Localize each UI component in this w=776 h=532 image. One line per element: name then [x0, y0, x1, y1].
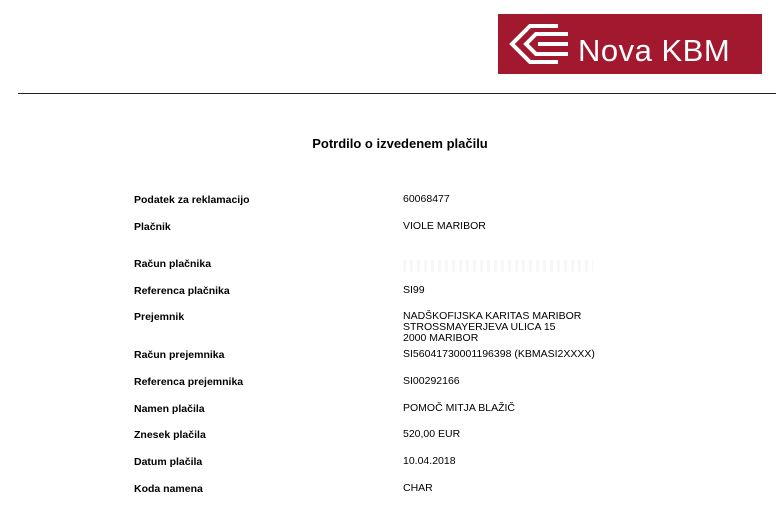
field-label: Račun prejemnika [134, 349, 225, 361]
field-value: SI56041730001196398 (KBMASI2XXXX) [403, 348, 595, 360]
field-value: POMOČ MITJA BLAŽIČ [403, 402, 516, 414]
field-value: VIOLE MARIBOR [403, 220, 486, 232]
redacted-value [403, 260, 593, 272]
field-label: Referenca prejemnika [134, 376, 244, 388]
field-value: SI00292166 [403, 375, 460, 387]
field-label: Koda namena [134, 483, 203, 495]
field-value: 520,00 EUR [403, 428, 461, 440]
field-value: CHAR [403, 482, 433, 494]
kbm-arrow-logo-icon [508, 22, 572, 66]
field-label: Prejemnik [134, 311, 185, 323]
field-label: Račun plačnika [134, 258, 212, 270]
header-divider [18, 93, 776, 94]
field-label: Plačnik [134, 221, 171, 233]
field-value: NADŠKOFIJSKA KARITAS MARIBOR STROSSMAYERJEVA ULICA 15 2000 MARIBOR [403, 310, 582, 344]
field-label: Datum plačila [134, 456, 203, 468]
field-value: SI99 [403, 284, 425, 296]
logo-text: Nova KBM [578, 33, 731, 68]
nova-kbm-logo [498, 14, 762, 74]
field-label: Referenca plačnika [134, 285, 230, 297]
field-label: Namen plačila [134, 403, 205, 415]
field-label: Znesek plačila [134, 429, 206, 441]
field-value: 10.04.2018 [403, 455, 456, 467]
field-value: 60068477 [403, 193, 450, 205]
field-label: Podatek za reklamacijo [134, 194, 250, 206]
document-title: Potrdilo o izvedenem plačilu [312, 136, 488, 151]
